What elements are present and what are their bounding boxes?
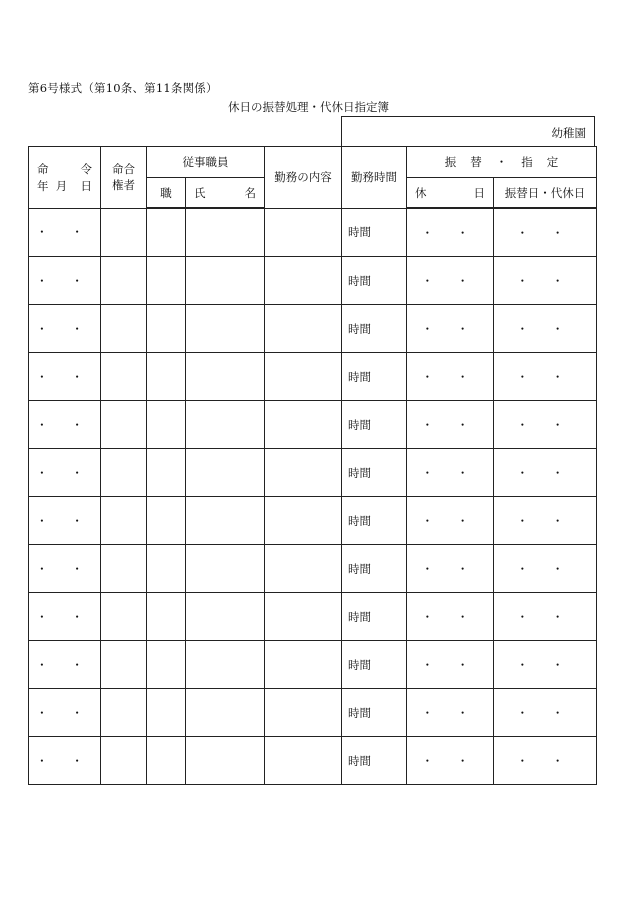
staff-title-cell (147, 353, 186, 401)
work-hours-cell: 時間 (342, 208, 407, 257)
issuer-cell (101, 497, 147, 545)
issuer-cell (101, 641, 147, 689)
date-cell: ・ ・ (29, 305, 101, 353)
work-hours-cell: 時間 (342, 737, 407, 785)
staff-name-cell (186, 353, 265, 401)
staff-name-cell (186, 689, 265, 737)
facility-box (341, 116, 595, 146)
facility-label: 幼稚園 (551, 126, 586, 140)
work-hours-cell: 時間 (342, 257, 407, 305)
staff-title-cell (147, 545, 186, 593)
holiday-cell: ・ ・ (407, 353, 494, 401)
issuer-cell (101, 401, 147, 449)
issuer-cell (101, 257, 147, 305)
work-hours-cell: 時間 (342, 353, 407, 401)
staff-title-cell (147, 449, 186, 497)
work-hours-cell: 時間 (342, 593, 407, 641)
table-row (29, 257, 597, 305)
staff-name-cell (186, 737, 265, 785)
staff-name-cell (186, 401, 265, 449)
date-cell: ・ ・ (29, 257, 101, 305)
table-row (29, 737, 597, 785)
date-cell: ・ ・ (29, 497, 101, 545)
work-hours-cell: 時間 (342, 401, 407, 449)
work-hours-cell: 時間 (342, 305, 407, 353)
table-row (29, 401, 597, 449)
staff-title-cell (147, 208, 186, 257)
header-holiday (407, 178, 494, 209)
staff-title-cell (147, 497, 186, 545)
table-row (29, 593, 597, 641)
date-cell: ・ ・ (29, 449, 101, 497)
work-content-cell (265, 305, 342, 353)
issuer-cell (101, 737, 147, 785)
issuer-cell (101, 208, 147, 257)
work-content-cell (265, 401, 342, 449)
staff-title-cell (147, 257, 186, 305)
transfer-day-cell: ・ ・ (494, 305, 597, 353)
issuer-cell (101, 353, 147, 401)
header-transfer-char: 指 (521, 155, 533, 169)
table-row (29, 353, 597, 401)
work-content-cell (265, 208, 342, 257)
table-row (29, 305, 597, 353)
header-date-char: 年 (37, 179, 49, 193)
holiday-cell: ・ ・ (407, 497, 494, 545)
work-hours-cell: 時間 (342, 497, 407, 545)
table-row (29, 545, 597, 593)
work-content-cell (265, 497, 342, 545)
staff-name-cell (186, 257, 265, 305)
date-cell: ・ ・ (29, 401, 101, 449)
staff-title-cell (147, 641, 186, 689)
header-staff-title: 職 (147, 178, 186, 209)
transfer-day-cell: ・ ・ (494, 593, 597, 641)
holiday-cell: ・ ・ (407, 593, 494, 641)
work-content-cell (265, 737, 342, 785)
staff-title-cell (147, 593, 186, 641)
transfer-day-cell: ・ ・ (494, 689, 597, 737)
header-transfer-char: 定 (546, 155, 559, 169)
staff-name-cell (186, 545, 265, 593)
staff-title-cell (147, 689, 186, 737)
header-work-hours: 勤務時間 (342, 147, 407, 209)
staff-name-cell (186, 208, 265, 257)
table-row (29, 449, 597, 497)
date-cell: ・ ・ (29, 593, 101, 641)
work-content-cell (265, 545, 342, 593)
work-hours-cell: 時間 (342, 641, 407, 689)
work-content-cell (265, 449, 342, 497)
holiday-cell: ・ ・ (407, 449, 494, 497)
transfer-day-cell: ・ ・ (494, 449, 597, 497)
issuer-cell (101, 305, 147, 353)
header-name-char: 名 (244, 185, 256, 200)
header-date (29, 147, 101, 209)
work-content-cell (265, 257, 342, 305)
header-date-char: 令 (80, 162, 92, 176)
table-row (29, 497, 597, 545)
work-content-cell (265, 353, 342, 401)
header-staff: 従事職員 (147, 147, 265, 178)
holiday-cell: ・ ・ (407, 641, 494, 689)
header-date-char: 日 (80, 179, 92, 193)
date-cell: ・ ・ (29, 689, 101, 737)
header-transfer (407, 147, 597, 178)
staff-name-cell (186, 593, 265, 641)
work-hours-cell: 時間 (342, 449, 407, 497)
date-cell: ・ ・ (29, 641, 101, 689)
issuer-cell (101, 449, 147, 497)
header-issuer-line1: 命合 (112, 162, 135, 177)
header-issuer (101, 147, 147, 209)
header-issuer-line2: 権者 (112, 178, 135, 193)
transfer-day-cell: ・ ・ (494, 737, 597, 785)
holiday-cell: ・ ・ (407, 545, 494, 593)
header-holiday-char: 休 (415, 185, 427, 200)
staff-name-cell (186, 449, 265, 497)
date-cell: ・ ・ (29, 353, 101, 401)
work-hours-cell: 時間 (342, 689, 407, 737)
table-row (29, 641, 597, 689)
header-name-char: 氏 (194, 185, 206, 200)
form-number: 第6号様式（第10条、第11条関係） (28, 81, 218, 95)
holiday-cell: ・ ・ (407, 737, 494, 785)
header-holiday-char: 日 (473, 185, 485, 200)
header-transfer-char: 替 (470, 155, 482, 169)
issuer-cell (101, 689, 147, 737)
document-title: 休日の振替処理・代休日指定簿 (228, 100, 389, 114)
date-cell: ・ ・ (29, 208, 101, 257)
work-content-cell (265, 593, 342, 641)
holiday-cell: ・ ・ (407, 305, 494, 353)
table-row (29, 208, 597, 257)
holiday-cell: ・ ・ (407, 257, 494, 305)
holiday-cell: ・ ・ (407, 401, 494, 449)
table-row (29, 689, 597, 737)
header-date-char: 命 (37, 162, 49, 176)
work-content-cell (265, 641, 342, 689)
transfer-day-cell: ・ ・ (494, 641, 597, 689)
transfer-day-cell: ・ ・ (494, 545, 597, 593)
staff-name-cell (186, 641, 265, 689)
register-table (28, 146, 597, 785)
transfer-day-cell: ・ ・ (494, 257, 597, 305)
issuer-cell (101, 545, 147, 593)
work-hours-cell: 時間 (342, 545, 407, 593)
issuer-cell (101, 593, 147, 641)
header-transfer-char: 振 (444, 155, 457, 169)
transfer-day-cell: ・ ・ (494, 497, 597, 545)
header-work-content: 勤務の内容 (265, 147, 342, 209)
date-cell: ・ ・ (29, 545, 101, 593)
transfer-day-cell: ・ ・ (494, 401, 597, 449)
transfer-day-cell: ・ ・ (494, 353, 597, 401)
holiday-cell: ・ ・ (407, 208, 494, 257)
staff-title-cell (147, 401, 186, 449)
staff-title-cell (147, 737, 186, 785)
staff-name-cell (186, 305, 265, 353)
header-transfer-char: ・ (495, 155, 508, 169)
header-staff-name (186, 178, 265, 209)
date-cell: ・ ・ (29, 737, 101, 785)
staff-title-cell (147, 305, 186, 353)
work-content-cell (265, 689, 342, 737)
transfer-day-cell: ・ ・ (494, 208, 597, 257)
header-transfer-day: 振替日・代休日 (494, 178, 597, 209)
holiday-cell: ・ ・ (407, 689, 494, 737)
header-date-char: 月 (55, 179, 68, 193)
staff-name-cell (186, 497, 265, 545)
